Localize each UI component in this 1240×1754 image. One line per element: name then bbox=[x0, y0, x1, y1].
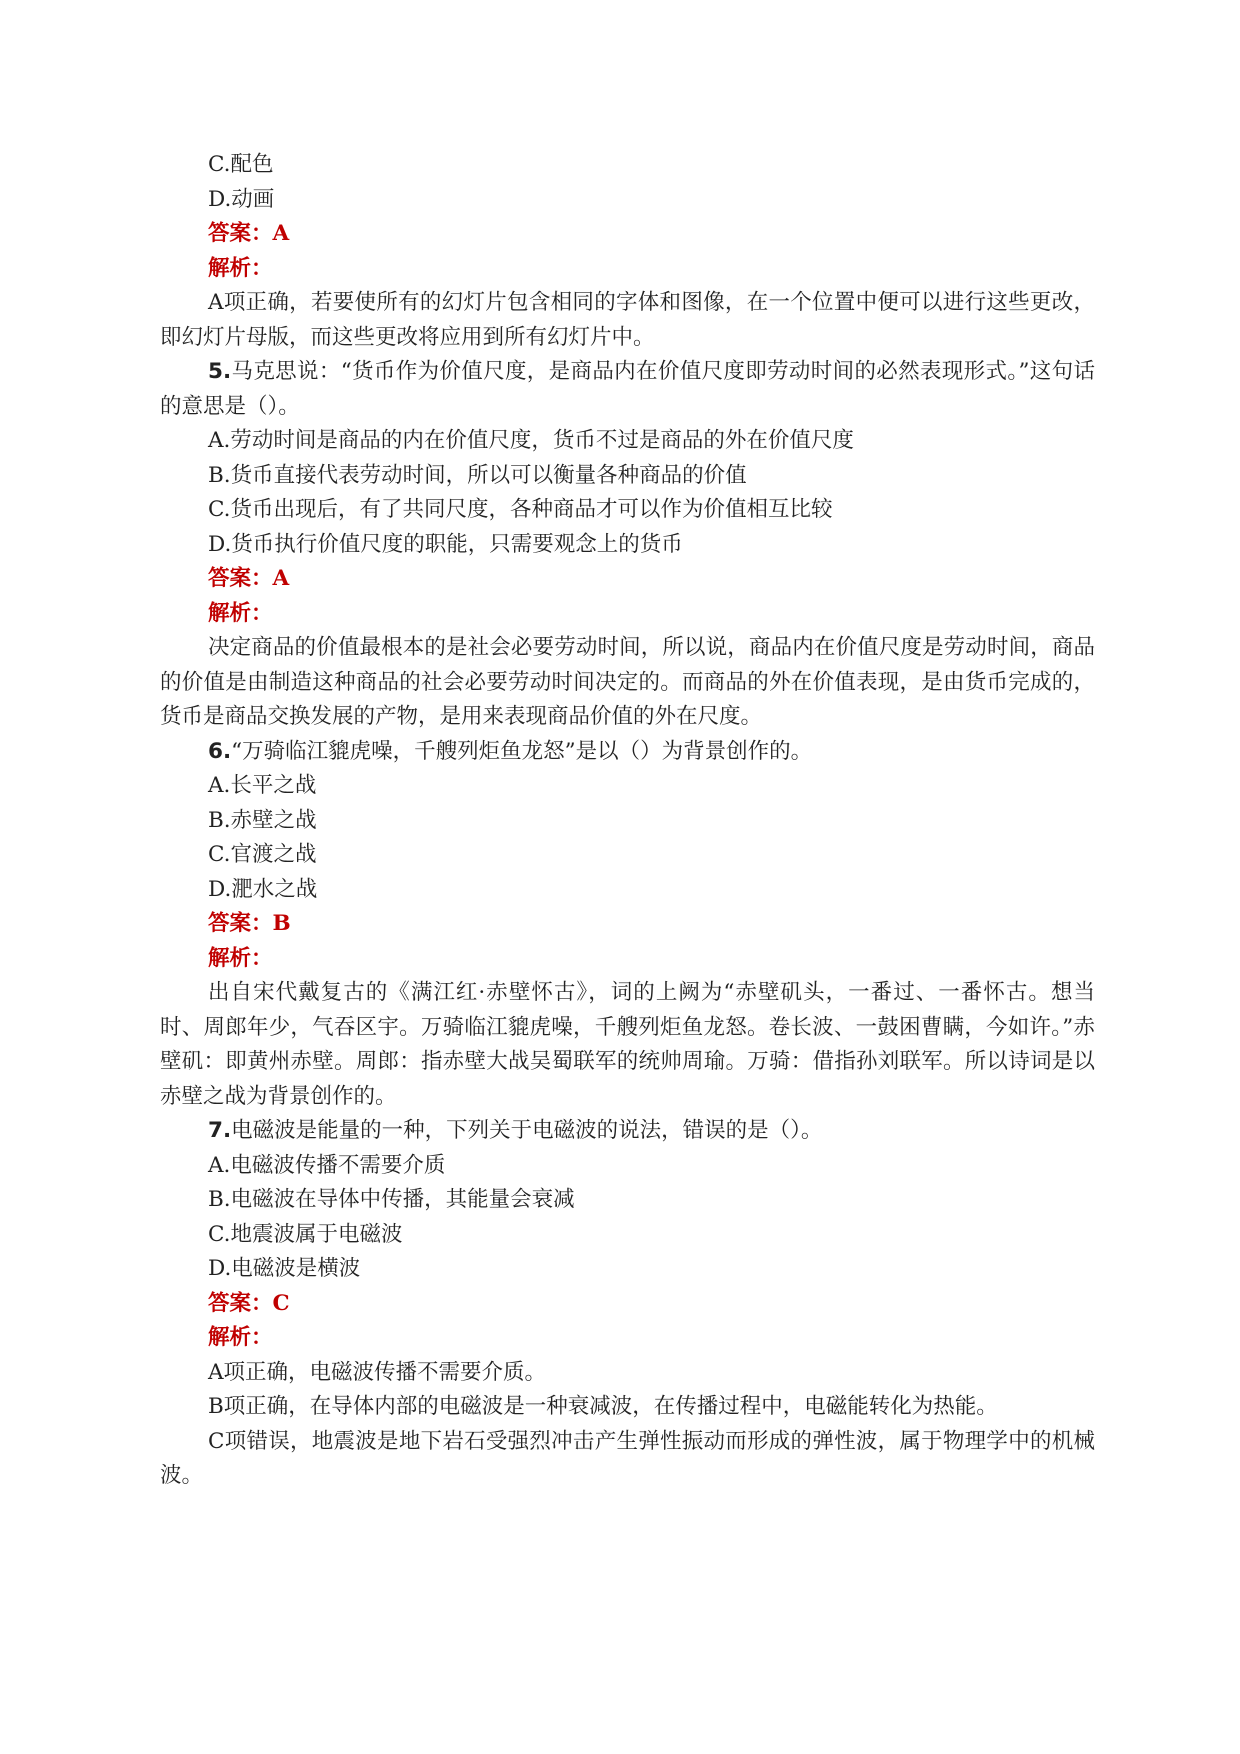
q5-analysis-text: 决定商品的价值最根本的是社会必要劳动时间，所以说，商品内在价值尺度是劳动时间，商品的价值是由制造这种商品的社会必要劳动时间决定的。而商品的外在价值表现，是由货币完成的，货币是商品交换发展的产物，是用来表现商品价值的外在尺度。 bbox=[160, 635, 1095, 729]
q4-analysis-text: A项正确，若要使所有的幻灯片包含相同的字体和图像，在一个位置中便可以进行这些更改，即幻灯片母版，而这些更改将应用到所有幻灯片中。 bbox=[160, 290, 1095, 350]
q7-option-c: C.地震波属于电磁波 bbox=[208, 1221, 403, 1247]
q5-answer: 答案：A bbox=[208, 566, 290, 591]
q7-analysis-text-b: B项正确，在导体内部的电磁波是一种衰减波，在传播过程中，电磁能转化为热能。 bbox=[208, 1394, 998, 1419]
q6-option-c: C.官渡之战 bbox=[208, 842, 317, 867]
q4-answer: 答案：A bbox=[208, 221, 290, 246]
q6-number: 6. bbox=[208, 738, 232, 764]
q6-option-a: A.长平之战 bbox=[208, 773, 317, 798]
q6-option-d: D.淝水之战 bbox=[208, 876, 318, 902]
q4-analysis-label: 解析： bbox=[208, 255, 273, 281]
q6-analysis-label: 解析： bbox=[208, 945, 273, 971]
q5-option-a: A.劳动时间是商品的内在价值尺度，货币不过是商品的外在价值尺度 bbox=[208, 428, 854, 453]
exam-page bbox=[160, 148, 1095, 1494]
q7-analysis-label: 解析： bbox=[208, 1325, 273, 1350]
q7-answer: 答案：C bbox=[208, 1290, 290, 1316]
q7-option-b: B.电磁波在导体中传播，其能量会衰减 bbox=[208, 1187, 575, 1212]
q6-stem-text: “万骑临江貔虎噪，千艘列炬鱼龙怒”是以（）为背景创作的。 bbox=[231, 738, 813, 764]
q7-analysis-text-a: A项正确，电磁波传播不需要介质。 bbox=[208, 1359, 547, 1385]
q6-analysis-text: 出自宋代戴复古的《满江红·赤壁怀古》，词的上阙为“赤壁矶头，一番过、一番怀古。想当时、周郎年少，气吞区宇。万骑临江貔虎噪，千艘列炬鱼龙怒。卷长波、一鼓困曹瞒，今如许。”赤壁矶：即黄州赤壁。周郎：指赤壁大战吴蜀联军的统帅周瑜。万骑：借指孙刘联军。所以诗词是以赤壁之战为背景创作的。 bbox=[160, 980, 1095, 1109]
q7-option-d: D.电磁波是横波 bbox=[208, 1256, 361, 1281]
q5-option-b: B.货币直接代表劳动时间，所以可以衡量各种商品的价值 bbox=[208, 462, 747, 488]
q7-number: 7. bbox=[208, 1118, 232, 1143]
q5-option-c: C.货币出现后，有了共同尺度，各种商品才可以作为价值相互比较 bbox=[208, 497, 833, 522]
q6-answer: 答案：B bbox=[208, 911, 291, 936]
q6-option-b: B.赤壁之战 bbox=[208, 807, 317, 833]
q5-analysis-label: 解析： bbox=[208, 600, 273, 626]
q4-option-c: C.配色 bbox=[208, 152, 274, 177]
q7-stem-text: 电磁波是能量的一种，下列关于电磁波的说法，错误的是（）。 bbox=[231, 1118, 823, 1143]
q5-option-d: D.货币执行价值尺度的职能，只需要观念上的货币 bbox=[208, 531, 683, 557]
q5-number: 5. bbox=[208, 359, 232, 384]
q5-stem bbox=[160, 355, 1095, 424]
q5-stem-text: 马克思说：“货币作为价值尺度，是商品内在价值尺度即劳动时间的必然表现形式。”这句话的意思是（）。 bbox=[160, 359, 1095, 419]
q7-option-a: A.电磁波传播不需要介质 bbox=[208, 1152, 446, 1178]
q7-stem bbox=[160, 1114, 1095, 1149]
q6-stem bbox=[160, 735, 1095, 770]
q4-option-d: D.动画 bbox=[208, 186, 275, 212]
q7-analysis-text-c: C项错误，地震波是地下岩石受强烈冲击产生弹性振动而形成的弹性波，属于物理学中的机械波。 bbox=[160, 1428, 1095, 1488]
